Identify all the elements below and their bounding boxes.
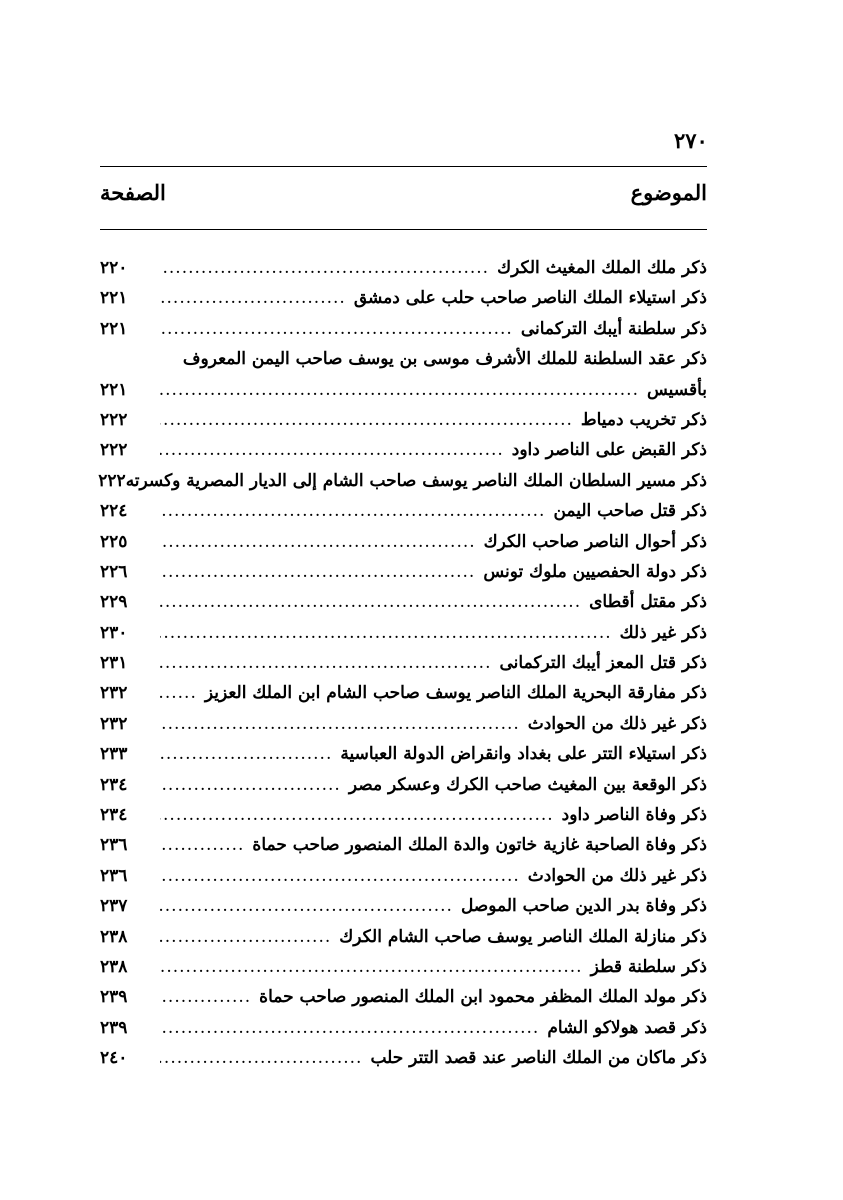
toc-entry-page: ٢٣٩ <box>100 1017 128 1038</box>
toc-entry <box>100 952 707 982</box>
toc-entry-page: ٢٢١ <box>100 288 128 309</box>
toc-entry <box>100 861 707 891</box>
toc-entry <box>100 739 707 769</box>
leader-dots <box>160 678 197 708</box>
header-bottom-rule <box>100 229 707 230</box>
leader-dots <box>160 314 513 344</box>
toc-entry <box>100 709 707 739</box>
toc-entry-page: ٢٢١ <box>100 379 128 400</box>
toc-entry <box>100 830 707 860</box>
toc-entry <box>100 344 707 374</box>
toc-entry-title: ذكر مقتل أقطاى <box>589 592 707 613</box>
leader-dots <box>160 1043 362 1073</box>
toc-entry <box>100 435 707 465</box>
toc-entry-title: ذكر تخريب دمياط <box>580 409 707 430</box>
toc-entry-title: ذكر سلطنة قطز <box>590 956 707 977</box>
toc-entry-page: ٢٣٣ <box>100 744 128 765</box>
toc-entry <box>100 283 707 313</box>
toc-entry-page: ٢٢٢ <box>100 409 128 430</box>
leader-dots <box>160 648 492 678</box>
leader-dots <box>160 283 346 313</box>
leader-dots <box>160 861 520 891</box>
leader-dots <box>160 435 504 465</box>
toc-entry-title: ذكر قتل المعز أيبك التركمانى <box>499 653 707 674</box>
leader-dots <box>160 800 554 830</box>
toc-entry-title: ذكر ماكان من الملك الناصر عند قصد التتر حلب <box>370 1048 707 1069</box>
page-number: ٢٧٠ <box>674 128 708 153</box>
toc-entry-page: ٢٢٢ <box>98 470 126 491</box>
toc-entry-page: ٢٢٤ <box>100 501 128 522</box>
toc-entry-title: ذكر قصد هولاكو الشام <box>547 1017 707 1038</box>
toc-entry-page: ٢٢٠ <box>100 258 128 278</box>
leader-dots <box>160 253 489 283</box>
toc-entry-page: ٢٣٩ <box>100 987 128 1008</box>
toc-entry-title: ذكر عقد السلطنة للملك الأشرف موسى بن يوسف صاحب اليمن المعروف <box>182 349 707 370</box>
leader-dots <box>160 830 244 860</box>
toc-entry-title: ذكر ملك الملك المغيث الكرك <box>497 258 707 278</box>
toc-entry-title: ذكر مسير السلطان الملك الناصر يوسف صاحب الشام إلى الديار المصرية وكسرته <box>125 470 707 491</box>
toc-entry <box>100 678 707 708</box>
toc-entry-page: ٢٣١ <box>100 653 128 674</box>
leader-dots <box>160 952 583 982</box>
toc-entry <box>100 587 707 617</box>
page-column-heading: الصفحة <box>100 180 166 205</box>
table-of-contents <box>100 253 707 1074</box>
toc-entry-page: ٢٢٩ <box>100 592 128 613</box>
leader-dots <box>160 375 639 405</box>
toc-entry-page: ٢٣٢ <box>100 713 128 734</box>
toc-entry <box>100 982 707 1012</box>
toc-entry <box>100 618 707 648</box>
toc-entry-page: ٢٢٥ <box>100 531 128 552</box>
toc-entry-page: ٢٢١ <box>100 318 128 339</box>
toc-entry-page: ٢٣٢ <box>100 683 128 704</box>
toc-entry-page: ٢٣٦ <box>100 835 128 856</box>
toc-entry-page: ٢٣٦ <box>100 865 128 886</box>
toc-entry <box>100 405 707 435</box>
toc-entry-title: ذكر القبض على الناصر داود <box>511 440 707 461</box>
toc-entry-title: ذكر أحوال الناصر صاحب الكرك <box>483 531 707 552</box>
toc-entry <box>100 253 707 283</box>
toc-entry-title: ذكر سلطنة أيبك التركمانى <box>520 318 707 339</box>
leader-dots <box>160 709 520 739</box>
toc-entry-page: ٢٣٤ <box>100 774 128 795</box>
topic-column-heading: الموضوع <box>630 180 707 205</box>
leader-dots <box>160 1013 539 1043</box>
toc-entry <box>100 496 707 526</box>
toc-entry-page: ٢٣٨ <box>100 926 128 947</box>
toc-entry-title: ذكر وفاة الناصر داود <box>561 805 707 826</box>
toc-entry-title: ذكر منازلة الملك الناصر يوسف صاحب الشام الكرك <box>339 926 707 947</box>
toc-entry-page: ٢٣٧ <box>100 896 128 917</box>
leader-dots <box>160 739 332 769</box>
toc-entry <box>100 1043 707 1073</box>
toc-entry-title: ذكر غير ذلك من الحوادث <box>527 713 707 734</box>
toc-entry <box>100 557 707 587</box>
toc-entry-title: ذكر مفارقة البحرية الملك الناصر يوسف صاحب الشام ابن الملك العزيز <box>204 683 707 704</box>
leader-dots <box>160 405 573 435</box>
leader-dots <box>160 891 453 921</box>
toc-entry-title: ذكر الوقعة بين المغيث صاحب الكرك وعسكر مصر <box>348 774 707 795</box>
leader-dots <box>160 587 581 617</box>
toc-entry <box>100 375 707 405</box>
toc-entry <box>100 648 707 678</box>
toc-entry-title: ذكر غير ذلك <box>619 622 707 643</box>
toc-entry-title: ذكر وفاة الصاحبة غازية خاتون والدة الملك المنصور صاحب حماة <box>252 835 707 856</box>
toc-entry <box>100 466 707 496</box>
toc-entry <box>100 1013 707 1043</box>
toc-entry-title: ذكر قتل صاحب اليمن <box>553 501 707 522</box>
toc-entry-title: ذكر وفاة بدر الدين صاحب الموصل <box>460 896 707 917</box>
toc-entry-title: ذكر غير ذلك من الحوادث <box>527 865 707 886</box>
toc-entry-title: ذكر مولد الملك المظفر محمود ابن الملك المنصور صاحب حماة <box>259 987 707 1008</box>
toc-entry-page: ٢٣٤ <box>100 805 128 826</box>
leader-dots <box>160 527 476 557</box>
toc-entry <box>100 527 707 557</box>
toc-entry-page: ٢٣٨ <box>100 956 128 977</box>
leader-dots <box>160 770 341 800</box>
leader-dots <box>160 496 545 526</box>
toc-entry-page: ٢٤٠ <box>100 1048 128 1069</box>
toc-entry-title: ذكر استيلاء التتر على بغداد وانقراض الدولة العباسية <box>340 744 707 765</box>
leader-dots <box>160 557 475 587</box>
toc-entry <box>100 922 707 952</box>
leader-dots <box>160 618 612 648</box>
toc-entry <box>100 314 707 344</box>
leader-dots <box>160 982 251 1012</box>
toc-entry <box>100 891 707 921</box>
toc-entry-page: ٢٢٦ <box>100 561 128 582</box>
toc-entry-page: ٢٢٢ <box>100 440 128 461</box>
toc-entry-title: بأقسيس <box>646 379 707 400</box>
toc-entry <box>100 800 707 830</box>
header-top-rule <box>100 166 707 167</box>
toc-entry <box>100 770 707 800</box>
toc-entry-title: ذكر دولة الحفصيين ملوك تونس <box>483 561 707 582</box>
toc-entry-page: ٢٣٠ <box>100 622 128 643</box>
toc-entry-title: ذكر استيلاء الملك الناصر صاحب حلب على دمشق <box>353 288 707 309</box>
leader-dots <box>160 922 331 952</box>
